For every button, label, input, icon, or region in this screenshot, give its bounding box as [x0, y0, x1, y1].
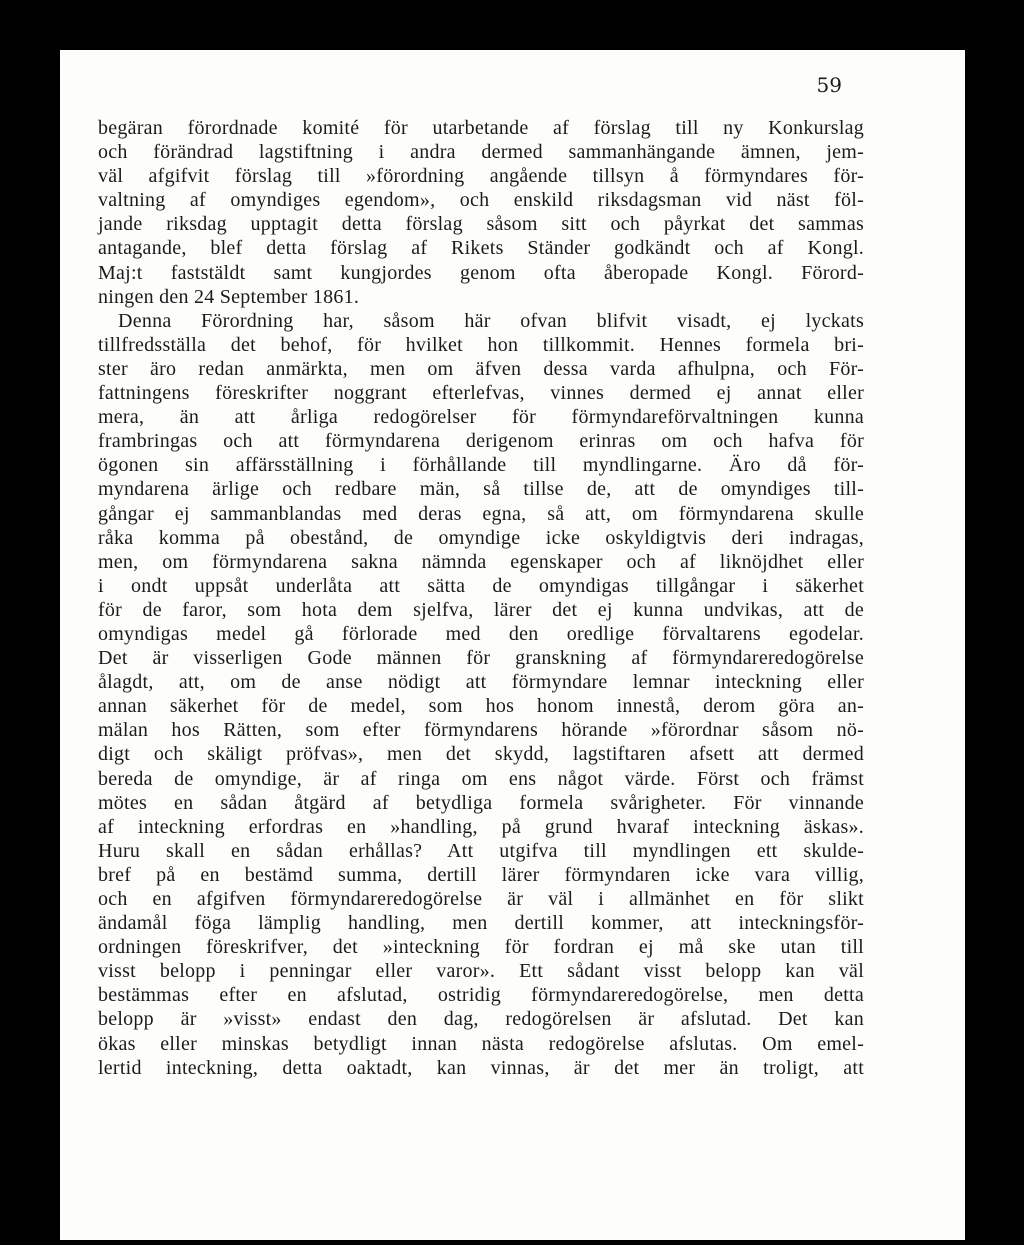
text-line: belopp är »visst» endast den dag, redogörelsen är afslutad. Det kan — [98, 1008, 864, 1031]
text-line: tillfredsställa det behof, för hvilket hon tillkommit. Hennes formela bri- — [98, 333, 864, 356]
text-line: Det är visserligen Gode männen för granskning af förmyndareredogörelse — [98, 647, 864, 670]
text-line: ändamål föga lämplig handling, men dertill kommer, att inteckningsför- — [98, 912, 864, 935]
text-line: valtning af omyndiges egendom», och enskild riksdagsman vid näst föl- — [98, 189, 864, 212]
text-line: ster äro redan anmärkta, men om äfven dessa varda afhulpna, och För- — [98, 357, 864, 380]
text-line: myndarena ärlige och redbare män, så tillse de, att de omyndiges till- — [98, 478, 864, 501]
text-line: i ondt uppsåt underlåta att sätta de omyndigas tillgångar i säkerhet — [98, 574, 864, 597]
text-line: ökas eller minskas betydligt innan nästa redogörelse afslutas. Om emel- — [98, 1032, 864, 1055]
text-line: väl afgifvit förslag till »förordning angående tillsyn å förmyndares för- — [98, 165, 864, 188]
text-line: ordningen föreskrifver, det »inteckning för fordran ej må ske utan till — [98, 936, 864, 959]
text-line: mera, än att årliga redogörelser för förmyndareförvaltningen kunna — [98, 406, 864, 429]
text-line: begäran förordnade komité för utarbetande af förslag till ny Konkurslag — [98, 117, 864, 139]
text-line: bref på en bestämd summa, dertill lärer förmyndaren icke vara villig, — [98, 863, 864, 886]
text-line: digt och skäligt pröfvas», men det skydd, lagstiftaren afsett att dermed — [98, 743, 864, 766]
paragraph-first-line: Denna Förordning har, såsom här ofvan blifvit visadt, ej lyckats — [118, 309, 864, 332]
text-line: för de faror, som hota dem sjelfva, lärer det ej kunna undvikas, att de — [98, 598, 864, 621]
text-line: antagande, blef detta förslag af Rikets Ständer godkändt och af Kongl. — [98, 237, 864, 260]
text-line: bestämmas efter en afslutad, ostridig förmyndareredogörelse, men detta — [98, 984, 864, 1007]
text-line: visst belopp i penningar eller varor». Ett sådant visst belopp kan väl — [98, 960, 864, 983]
text-line: Huru skall en sådan erhållas? Att utgifva till myndlingen ett skulde- — [98, 839, 864, 862]
text-line: fattningens föreskrifter noggrant efterlefvas, vinnes dermed ej annat eller — [98, 382, 864, 405]
text-line: och en afgifven förmyndareredogörelse är väl i allmänhet en för slikt — [98, 888, 864, 910]
text-line: gångar ej sammanblandas med deras egna, så att, om förmyndarena skulle — [98, 502, 864, 525]
body-text — [98, 116, 864, 1080]
text-line: bereda de omyndige, är af ringa om ens något värde. Först och främst — [98, 767, 864, 790]
text-line: men, om förmyndarena sakna nämnda egenskaper och af liknöjdhet eller — [98, 550, 864, 573]
text-line: frambringas och att förmyndarena derigenom erinras om och hafva för — [98, 430, 864, 453]
text-line: mötes en sådan åtgärd af betydliga formela svårigheter. För vinnande — [98, 791, 864, 814]
text-line: och förändrad lagstiftning i andra dermed sammanhängande ämnen, jem- — [98, 141, 864, 164]
text-line: ningen den 24 September 1861. — [98, 285, 360, 308]
text-line: omyndigas medel gå förlorade med den oredlige förvaltarens egodelar. — [98, 622, 864, 645]
text-line: råka komma på obestånd, de omyndige icke oskyldigtvis deri indragas, — [98, 526, 864, 549]
text-line: ålagdt, att, om de anse nödigt att förmyndare lemnar inteckning eller — [98, 671, 864, 694]
text-line: ögonen sin affärsställning i förhållande till myndlingarne. Äro då för- — [98, 454, 864, 477]
page-number: 59 — [816, 73, 842, 97]
text-line: Maj:t faststäldt samt kungjordes genom ofta åberopade Kongl. Förord- — [98, 261, 864, 284]
text-line: lertid inteckning, detta oaktadt, kan vinnas, är det mer än troligt, att — [98, 1056, 864, 1079]
text-line: jande riksdag upptagit detta förslag såsom sitt och påyrkat det sammas — [98, 213, 864, 236]
text-line: annan säkerhet för de medel, som hos honom innestå, derom göra an- — [98, 695, 864, 718]
text-line: mälan hos Rätten, som efter förmyndarens hörande »förordnar såsom nö- — [98, 719, 864, 742]
text-line: af inteckning erfordras en »handling, på grund hvaraf inteckning äskas». — [98, 815, 864, 838]
